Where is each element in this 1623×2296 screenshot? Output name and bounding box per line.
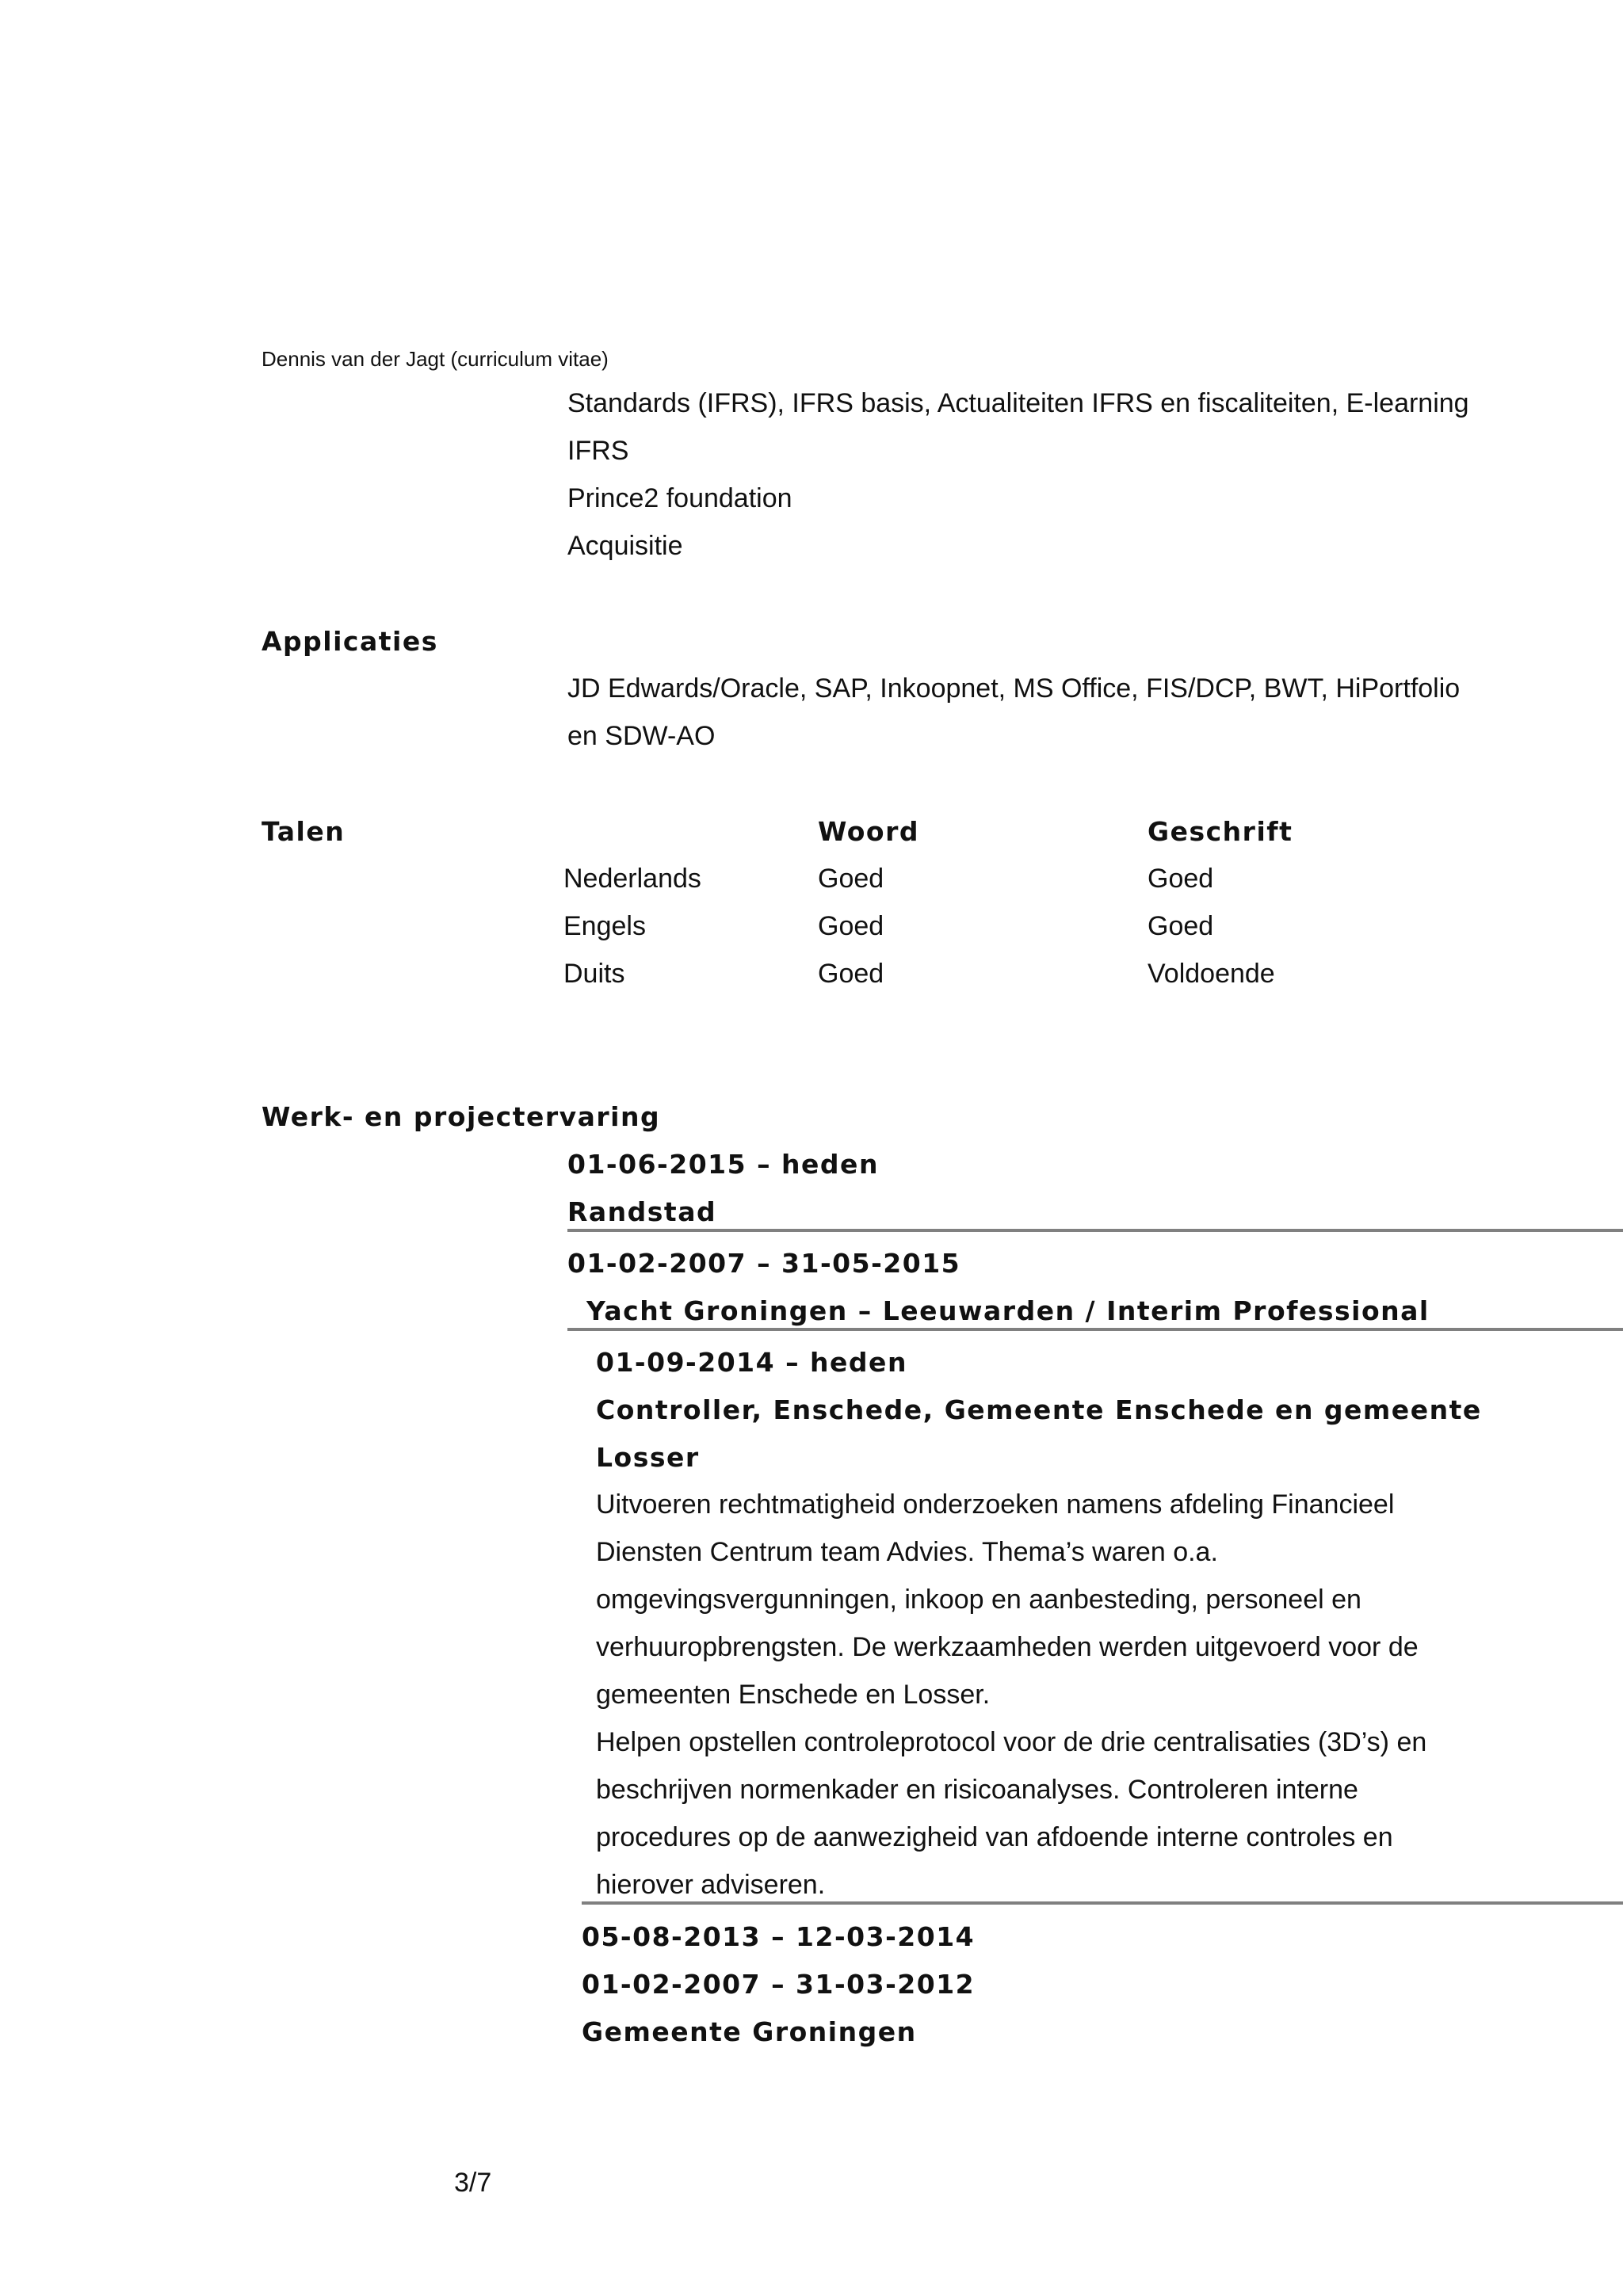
section-divider [582, 1901, 1623, 1905]
talen-col-geschrift: Geschrift [1148, 816, 1293, 847]
job-period: 01-06-2015 – heden [567, 1149, 879, 1180]
job-employer: Yacht Groningen – Leeuwarden / Interim Professional [586, 1295, 1430, 1326]
assignment-title: Controller, Enschede, Gemeente Enschede en gemeente [596, 1394, 1482, 1425]
applicaties-line: en SDW-AO [567, 721, 716, 751]
assignment-period: 01-09-2014 – heden [596, 1347, 907, 1378]
assignment-title: Losser [596, 1442, 700, 1473]
job-period: 01-02-2007 – 31-05-2015 [567, 1248, 961, 1279]
taal-name: Nederlands [563, 864, 701, 894]
section-divider [567, 1328, 1623, 1331]
course-line: Acquisitie [567, 531, 683, 561]
taal-geschrift: Voldoende [1148, 959, 1275, 989]
course-line: IFRS [567, 436, 629, 466]
applicaties-heading: Applicaties [262, 626, 438, 657]
assignment-description-line: beschrijven normenkader en risicoanalyses. Controleren interne [596, 1775, 1358, 1805]
taal-woord: Goed [818, 864, 884, 894]
assignment-description-line: omgevingsvergunningen, inkoop en aanbesteding, personeel en [596, 1585, 1361, 1615]
course-line: Standards (IFRS), IFRS basis, Actualiteiten IFRS en fiscaliteiten, E-learning [567, 388, 1469, 418]
assignment-description-line: hierover adviseren. [596, 1870, 826, 1900]
section-divider [567, 1229, 1623, 1232]
taal-woord: Goed [818, 959, 884, 989]
taal-woord: Goed [818, 911, 884, 941]
job-employer: Randstad [567, 1196, 717, 1227]
werk-heading: Werk- en projectervaring [262, 1101, 661, 1132]
taal-name: Engels [563, 911, 646, 941]
taal-name: Duits [563, 959, 625, 989]
talen-heading: Talen [262, 816, 346, 847]
applicaties-line: JD Edwards/Oracle, SAP, Inkoopnet, MS Office, FIS/DCP, BWT, HiPortfolio [567, 673, 1461, 704]
job-period: 01-02-2007 – 31-03-2012 [582, 1969, 976, 2000]
assignment-description-line: Diensten Centrum team Advies. Thema’s waren o.a. [596, 1537, 1218, 1567]
document-header: Dennis van der Jagt (curriculum vitae) [262, 347, 609, 371]
talen-col-woord: Woord [818, 816, 919, 847]
job-period: 05-08-2013 – 12-03-2014 [582, 1921, 976, 1952]
job-employer: Gemeente Groningen [582, 2016, 917, 2047]
assignment-description-line: Helpen opstellen controleprotocol voor de drie centralisaties (3D’s) en [596, 1727, 1427, 1757]
assignment-description-line: Uitvoeren rechtmatigheid onderzoeken namens afdeling Financieel [596, 1489, 1395, 1520]
taal-geschrift: Goed [1148, 864, 1214, 894]
assignment-description-line: gemeenten Enschede en Losser. [596, 1680, 991, 1710]
taal-geschrift: Goed [1148, 911, 1214, 941]
assignment-description-line: procedures op de aanwezigheid van afdoende interne controles en [596, 1822, 1393, 1852]
assignment-description-line: verhuuropbrengsten. De werkzaamheden werden uitgevoerd voor de [596, 1632, 1419, 1662]
course-line: Prince2 foundation [567, 483, 792, 513]
page-number: 3/7 [454, 2168, 492, 2198]
